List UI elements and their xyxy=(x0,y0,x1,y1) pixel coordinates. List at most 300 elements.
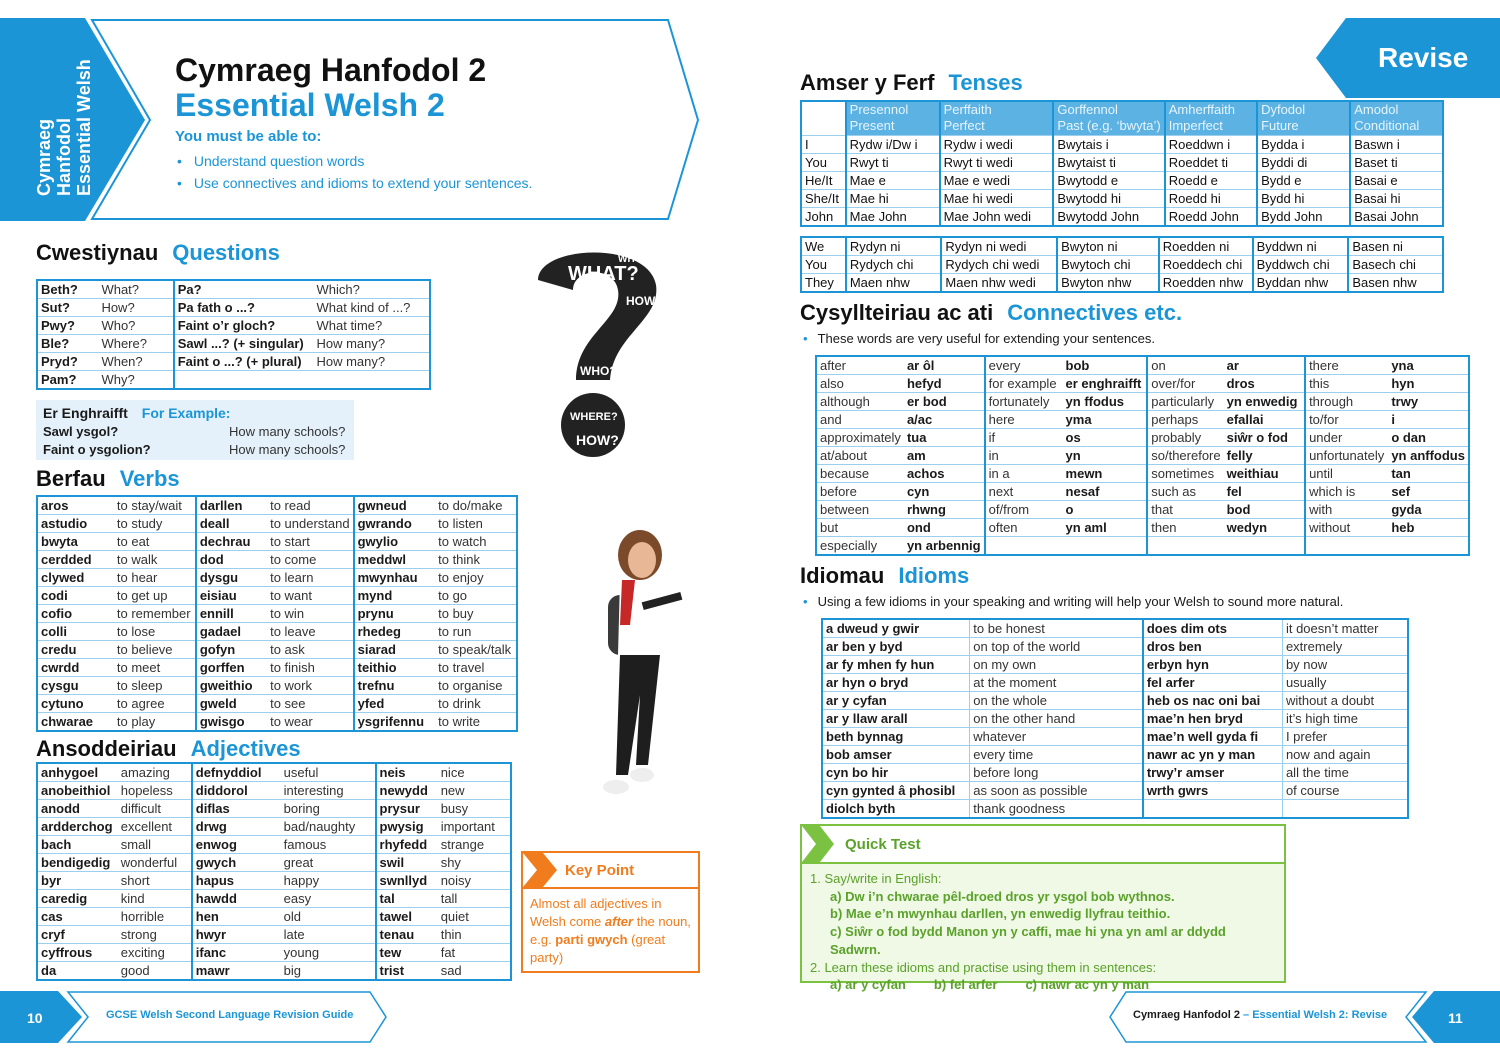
table-cell: ar fy mhen fy hun xyxy=(822,656,970,674)
table-row xyxy=(37,641,517,659)
table-cell: through xyxy=(1305,393,1388,411)
table-cell: to see xyxy=(267,695,354,713)
table-cell: They xyxy=(801,274,846,293)
table-row xyxy=(822,782,1408,800)
table-row xyxy=(816,393,1469,411)
table-cell: gweld xyxy=(196,695,267,713)
table-cell: to agree xyxy=(114,695,196,713)
table-cell: trist xyxy=(376,962,438,981)
table-row xyxy=(37,515,517,533)
table-cell: anobeithiol xyxy=(37,782,118,800)
quick-test-q1: 1. Say/write in English: xyxy=(810,871,942,886)
table-cell: gwych xyxy=(192,854,281,872)
table-cell: bendigedig xyxy=(37,854,118,872)
table-cell: mae’n well gyda fi xyxy=(1143,728,1283,746)
table-cell: eisiau xyxy=(196,587,267,605)
table-cell: thank goodness xyxy=(970,800,1143,819)
table-cell: tan xyxy=(1388,465,1469,483)
table-cell: gorffen xyxy=(196,659,267,677)
idioms-heading: Idiomau Idioms xyxy=(800,563,970,588)
table-cell: We xyxy=(801,237,846,256)
table-cell: am xyxy=(904,447,985,465)
table-cell: ar hyn o bryd xyxy=(822,674,970,692)
table-cell: now and again xyxy=(1282,746,1408,764)
table-cell: dysgu xyxy=(196,569,267,587)
table-row xyxy=(37,872,511,890)
tense-header xyxy=(1165,101,1257,135)
table-cell: Byddan nhw xyxy=(1253,274,1349,293)
table-cell: hyn xyxy=(1388,375,1469,393)
table-row xyxy=(37,695,517,713)
table-cell: newydd xyxy=(376,782,438,800)
table-cell: tawel xyxy=(376,908,438,926)
table-cell: Rydw i wedi xyxy=(940,135,1054,153)
tense-header xyxy=(1257,101,1350,135)
table-cell: Bydd hi xyxy=(1257,189,1350,207)
connectives-heading: Cysyllteiriau ac ati Connectives etc. xyxy=(800,300,1183,325)
table-cell: weithiau xyxy=(1224,465,1305,483)
tense-name-cy: Perffaith xyxy=(943,102,992,118)
idioms-table xyxy=(821,618,1409,819)
table-cell: Basech chi xyxy=(1348,256,1443,274)
table-cell: yn xyxy=(1063,447,1148,465)
table-cell: to travel xyxy=(435,659,517,677)
table-cell: gyda xyxy=(1388,501,1469,519)
table-cell xyxy=(1305,537,1388,556)
table-cell: Sut? xyxy=(37,299,98,317)
page-number-right: 11 xyxy=(1448,1010,1463,1026)
quick-test-box: Quick Test 1. Say/write in English: a) Dw i’n chwarae pêl-droed dros yr ysgol bob wythnos. b) Mae e’n mwynhau darllen, yn enwedig llyfrau teithio. c) Siŵr o fod bydd Manon yn y caffi, mae hi yna yn aml ar ddydd Sadwrn. 2. Learn these idioms and practise using them in sentences: a) ar y cyfan b) fel arfer c) nawr ac yn y man xyxy=(800,824,1286,983)
table-row xyxy=(816,447,1469,465)
table-cell: Roedden ni xyxy=(1159,237,1253,256)
table-row xyxy=(822,710,1408,728)
table-cell: before xyxy=(816,483,904,501)
table-cell: unfortunately xyxy=(1305,447,1388,465)
table-cell: He/It xyxy=(801,171,846,189)
table-cell: to run xyxy=(435,623,517,641)
table-cell: next xyxy=(985,483,1063,501)
table-cell: ar ôl xyxy=(904,356,985,375)
tense-row xyxy=(801,135,1443,153)
adjectives-heading: Ansoddeiriau Adjectives xyxy=(36,736,301,761)
table-cell: tall xyxy=(438,890,511,908)
table-row xyxy=(816,537,1469,556)
table-row xyxy=(37,299,430,317)
table-cell: although xyxy=(816,393,904,411)
table-cell: Bwytais i xyxy=(1053,135,1164,153)
table-cell: exciting xyxy=(118,944,192,962)
table-cell: cytuno xyxy=(37,695,114,713)
table-cell: in a xyxy=(985,465,1063,483)
table-cell: ardderchog xyxy=(37,818,118,836)
table-cell: diflas xyxy=(192,800,281,818)
table-cell: siarad xyxy=(354,641,436,659)
table-cell: to drink xyxy=(435,695,517,713)
questions-heading: Cwestiynau Questions xyxy=(36,240,280,265)
table-cell: Roeddet ti xyxy=(1165,153,1257,171)
table-row xyxy=(37,800,511,818)
table-cell: to learn xyxy=(267,569,354,587)
table-cell: to lose xyxy=(114,623,196,641)
table-cell: dros xyxy=(1224,375,1305,393)
table-row xyxy=(822,638,1408,656)
table-cell: short xyxy=(118,872,192,890)
table-cell: this xyxy=(1305,375,1388,393)
table-cell: tenau xyxy=(376,926,438,944)
table-cell: colli xyxy=(37,623,114,641)
table-cell: between xyxy=(816,501,904,519)
table-cell: Why? xyxy=(98,371,173,390)
table-cell: to write xyxy=(435,713,517,732)
table-cell: in xyxy=(985,447,1063,465)
table-cell: Rwyt ti wedi xyxy=(940,153,1054,171)
tenses-header-row xyxy=(801,101,1443,135)
table-cell: gwrando xyxy=(354,515,436,533)
table-cell: over/for xyxy=(1147,375,1223,393)
tense-name-en: Conditional xyxy=(1354,118,1420,134)
table-row xyxy=(37,763,511,782)
table-cell: bwyta xyxy=(37,533,114,551)
table-cell: diddorol xyxy=(192,782,281,800)
table-cell: drwg xyxy=(192,818,281,836)
table-cell: astudio xyxy=(37,515,114,533)
table-cell: to play xyxy=(114,713,196,732)
table-cell: diolch byth xyxy=(822,800,970,819)
table-cell xyxy=(801,101,846,135)
table-cell: to go xyxy=(435,587,517,605)
table-cell: that xyxy=(1147,501,1223,519)
table-row xyxy=(37,962,511,981)
table-cell: Basai John xyxy=(1350,207,1443,226)
table-cell: to meet xyxy=(114,659,196,677)
table-cell: great xyxy=(281,854,376,872)
idioms-intro: • Using a few idioms in your speaking and writing will help your Welsh to sound more natural. xyxy=(803,594,1344,609)
must-label: You must be able to: xyxy=(175,128,322,145)
table-cell: Roeddwn i xyxy=(1165,135,1257,153)
table-row xyxy=(37,908,511,926)
table-cell: also xyxy=(816,375,904,393)
table-cell: prysur xyxy=(376,800,438,818)
table-cell: trwy’r amser xyxy=(1143,764,1283,782)
table-cell: to speak/talk xyxy=(435,641,517,659)
table-cell: as soon as possible xyxy=(970,782,1143,800)
table-cell: How? xyxy=(98,299,173,317)
table-cell: cyffrous xyxy=(37,944,118,962)
revise-tab: Revise xyxy=(1378,42,1469,73)
table-cell: boring xyxy=(281,800,376,818)
table-row xyxy=(816,501,1469,519)
table-cell: to/for xyxy=(1305,411,1388,429)
tense-name-cy: Dyfodol xyxy=(1261,102,1306,118)
table-cell: happy xyxy=(281,872,376,890)
table-row xyxy=(37,677,517,695)
table-cell: swnllyd xyxy=(376,872,438,890)
table-cell: hapus xyxy=(192,872,281,890)
footer-left-text: GCSE Welsh Second Language Revision Guide xyxy=(106,1009,354,1021)
table-cell: Basen ni xyxy=(1348,237,1443,256)
tense-name-en: Past (e.g. ‘bwyta’) xyxy=(1057,118,1161,134)
tense-name-cy: Amodol xyxy=(1354,102,1399,118)
table-cell: kind xyxy=(118,890,192,908)
table-cell: hwyr xyxy=(192,926,281,944)
table-row xyxy=(37,854,511,872)
table-cell: horrible xyxy=(118,908,192,926)
table-cell: Basai hi xyxy=(1350,189,1443,207)
table-cell: cas xyxy=(37,908,118,926)
table-cell: young xyxy=(281,944,376,962)
table-cell: tal xyxy=(376,890,438,908)
tense-row xyxy=(801,207,1443,226)
table-cell: Pryd? xyxy=(37,353,98,371)
table-cell: on the whole xyxy=(970,692,1143,710)
table-row xyxy=(37,926,511,944)
table-cell: gwisgo xyxy=(196,713,267,732)
table-cell: gweithio xyxy=(196,677,267,695)
table-cell: Rydyn ni wedi xyxy=(941,237,1057,256)
table-cell: nawr ac yn y man xyxy=(1143,746,1283,764)
table-cell: excellent xyxy=(118,818,192,836)
table-cell: codi xyxy=(37,587,114,605)
table-cell: o xyxy=(1063,501,1148,519)
table-cell xyxy=(313,371,430,390)
table-cell: yn aml xyxy=(1063,519,1148,537)
table-cell: byr xyxy=(37,872,118,890)
table-cell: Roeddech chi xyxy=(1159,256,1253,274)
table-cell: tew xyxy=(376,944,438,962)
table-cell: siŵr o fod xyxy=(1224,429,1305,447)
table-row xyxy=(822,674,1408,692)
table-cell: Bydda i xyxy=(1257,135,1350,153)
table-cell: ar ben y byd xyxy=(822,638,970,656)
table-cell: Bwytodd John xyxy=(1053,207,1164,226)
cloud-word: WHO? xyxy=(580,364,617,378)
table-cell: before long xyxy=(970,764,1143,782)
table-cell: gadael xyxy=(196,623,267,641)
table-cell: cryf xyxy=(37,926,118,944)
table-cell: usually xyxy=(1282,674,1408,692)
table-cell: without a doubt xyxy=(1282,692,1408,710)
tense-name-cy: Presennol xyxy=(849,102,909,118)
table-cell: heb os nac oni bai xyxy=(1143,692,1283,710)
table-cell: strong xyxy=(118,926,192,944)
side-title: Cymraeg Hanfodol Essential Welsh xyxy=(34,59,94,196)
table-cell: every time xyxy=(970,746,1143,764)
table-cell xyxy=(1224,537,1305,556)
table-cell: small xyxy=(118,836,192,854)
table-cell: Rydych chi xyxy=(846,256,942,274)
table-cell: ennill xyxy=(196,605,267,623)
table-cell: fel xyxy=(1224,483,1305,501)
table-cell: Faint o’r gloch? xyxy=(174,317,314,335)
table-cell: Which? xyxy=(313,280,430,299)
table-row xyxy=(816,375,1469,393)
table-cell: to come xyxy=(267,551,354,569)
table-cell: approximately xyxy=(816,429,904,447)
table-cell: gofyn xyxy=(196,641,267,659)
table-row xyxy=(816,465,1469,483)
table-cell: of/from xyxy=(985,501,1063,519)
tense-name-en: Present xyxy=(849,118,895,134)
question-mark-image xyxy=(518,240,663,465)
table-cell: new xyxy=(438,782,511,800)
table-cell: wedyn xyxy=(1224,519,1305,537)
table-cell: of course xyxy=(1282,782,1408,800)
table-cell: perhaps xyxy=(1147,411,1223,429)
table-cell: i xyxy=(1388,411,1469,429)
tense-header xyxy=(940,101,1054,135)
table-row xyxy=(37,569,517,587)
table-cell: ar y llaw arall xyxy=(822,710,970,728)
table-cell: because xyxy=(816,465,904,483)
footer-right-text: Cymraeg Hanfodol 2 – Essential Welsh 2: Revise xyxy=(1133,1009,1388,1021)
tense-header xyxy=(846,101,940,135)
table-cell: hawdd xyxy=(192,890,281,908)
table-cell: late xyxy=(281,926,376,944)
table-cell: difficult xyxy=(118,800,192,818)
table-cell: chwarae xyxy=(37,713,114,732)
connectives-intro: • These words are very useful for extending your sentences. xyxy=(803,331,1156,346)
table-cell: Bwytaist ti xyxy=(1053,153,1164,171)
table-cell: often xyxy=(985,519,1063,537)
table-cell: Bwytoch chi xyxy=(1057,256,1159,274)
table-cell: to walk xyxy=(114,551,196,569)
table-cell: Who? xyxy=(98,317,173,335)
table-cell: to think xyxy=(435,551,517,569)
table-cell: da xyxy=(37,962,118,981)
table-cell: meddwl xyxy=(354,551,436,569)
table-cell: When? xyxy=(98,353,173,371)
table-cell xyxy=(1063,537,1148,556)
table-cell: to watch xyxy=(435,533,517,551)
table-cell: Byddwch chi xyxy=(1253,256,1349,274)
table-cell: then xyxy=(1147,519,1223,537)
table-cell: especially xyxy=(816,537,904,556)
table-row xyxy=(37,605,517,623)
table-row xyxy=(822,746,1408,764)
table-cell: Bwytodd hi xyxy=(1053,189,1164,207)
table-cell: os xyxy=(1063,429,1148,447)
table-cell: Bydd e xyxy=(1257,171,1350,189)
table-cell: amazing xyxy=(118,763,192,782)
table-cell: Pwy? xyxy=(37,317,98,335)
table-row xyxy=(37,533,517,551)
tense-row xyxy=(801,189,1443,207)
table-cell: with xyxy=(1305,501,1388,519)
table-cell: probably xyxy=(1147,429,1223,447)
table-cell: Faint o ...? (+ plural) xyxy=(174,353,314,371)
table-cell: easy xyxy=(281,890,376,908)
table-row xyxy=(37,782,511,800)
table-cell: important xyxy=(438,818,511,836)
student-reading-image xyxy=(550,525,690,815)
table-cell: You xyxy=(801,256,846,274)
table-row xyxy=(37,713,517,732)
table-cell: What time? xyxy=(313,317,430,335)
table-cell: cwrdd xyxy=(37,659,114,677)
table-cell: to work xyxy=(267,677,354,695)
objectives-list xyxy=(177,150,532,194)
table-cell: to remember xyxy=(114,605,196,623)
table-row xyxy=(37,353,430,371)
tense-name-en: Imperfect xyxy=(1168,118,1223,134)
table-cell: bad/naughty xyxy=(281,818,376,836)
table-cell: anhygoel xyxy=(37,763,118,782)
table-cell: cofio xyxy=(37,605,114,623)
objective-item: • Use connectives and idioms to extend your sentences. xyxy=(177,175,533,191)
table-cell xyxy=(174,371,314,390)
table-cell: darllen xyxy=(196,496,267,515)
table-cell: yn arbennig xyxy=(904,537,985,556)
table-cell: quiet xyxy=(438,908,511,926)
table-cell: which is xyxy=(1305,483,1388,501)
table-cell: erbyn hyn xyxy=(1143,656,1283,674)
table-cell: after xyxy=(816,356,904,375)
quick-test-q2: 2. Learn these idioms and practise using them in sentences: xyxy=(810,959,1157,975)
table-cell: Pam? xyxy=(37,371,98,390)
table-cell: at the moment xyxy=(970,674,1143,692)
table-cell: to eat xyxy=(114,533,196,551)
table-cell: there xyxy=(1305,356,1388,375)
table-cell: How many? xyxy=(313,353,430,371)
table-cell: o dan xyxy=(1388,429,1469,447)
table-cell: rhyfedd xyxy=(376,836,438,854)
verbs-table xyxy=(36,495,518,732)
table-row xyxy=(37,280,430,299)
adjectives-table xyxy=(36,762,512,981)
table-cell: and xyxy=(816,411,904,429)
table-row xyxy=(37,836,511,854)
cloud-word: WHAT? xyxy=(568,263,639,285)
table-cell xyxy=(985,537,1063,556)
table-cell: yn enwedig xyxy=(1224,393,1305,411)
table-cell: Byddi di xyxy=(1257,153,1350,171)
table-cell: Mae e xyxy=(846,171,940,189)
table-cell: felly xyxy=(1224,447,1305,465)
table-cell: I xyxy=(801,135,846,153)
table-cell: wonderful xyxy=(118,854,192,872)
table-cell: gwneud xyxy=(354,496,436,515)
table-row xyxy=(816,483,1469,501)
table-cell: bob amser xyxy=(822,746,970,764)
table-row xyxy=(816,519,1469,537)
table-cell: yna xyxy=(1388,356,1469,375)
table-cell: thin xyxy=(438,926,511,944)
table-cell: mawr xyxy=(192,962,281,981)
table-cell: without xyxy=(1305,519,1388,537)
table-cell: does dim ots xyxy=(1143,619,1283,638)
table-cell xyxy=(1147,537,1223,556)
table-cell: Beth? xyxy=(37,280,98,299)
table-cell: swil xyxy=(376,854,438,872)
table-row xyxy=(37,371,430,390)
table-cell: mewn xyxy=(1063,465,1148,483)
table-cell: to win xyxy=(267,605,354,623)
table-cell: Baset ti xyxy=(1350,153,1443,171)
table-cell: whatever xyxy=(970,728,1143,746)
table-cell: Mae hi xyxy=(846,189,940,207)
table-row xyxy=(822,656,1408,674)
table-cell: er enghraifft xyxy=(1063,375,1148,393)
table-cell: old xyxy=(281,908,376,926)
table-cell: hefyd xyxy=(904,375,985,393)
table-cell: here xyxy=(985,411,1063,429)
table-cell: rhwng xyxy=(904,501,985,519)
table-cell: Basen nhw xyxy=(1348,274,1443,293)
table-cell: to hear xyxy=(114,569,196,587)
table-cell: such as xyxy=(1147,483,1223,501)
table-cell: How many? xyxy=(313,335,430,353)
table-cell: achos xyxy=(904,465,985,483)
